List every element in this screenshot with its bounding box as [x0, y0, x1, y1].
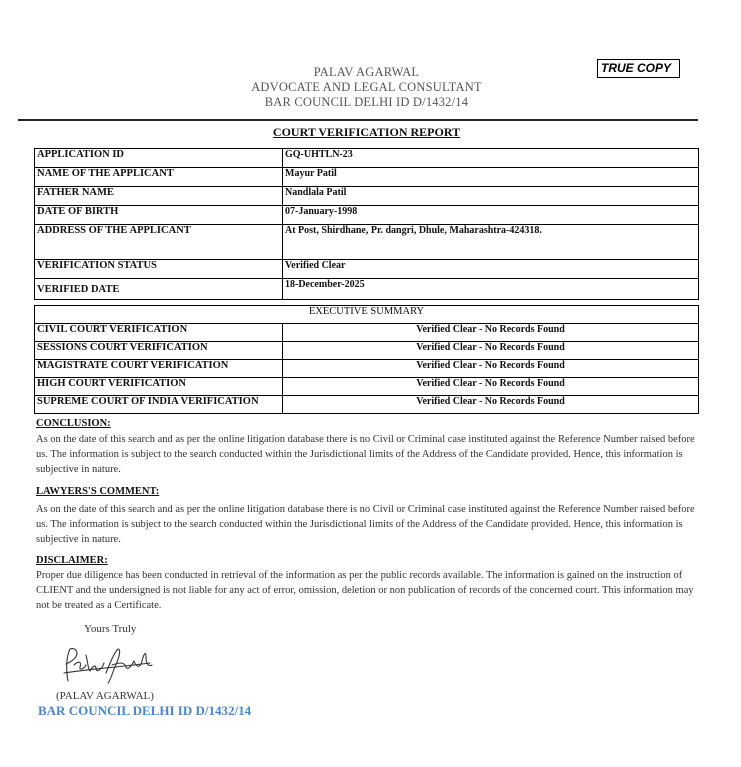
value-civil-court: Verified Clear - No Records Found — [283, 324, 699, 342]
value-date-of-birth: 07-January-1998 — [283, 206, 699, 225]
label-civil-court: CIVIL COURT VERIFICATION — [35, 324, 283, 342]
lawyers-comment-heading: LAWYERS'S COMMENT: — [36, 486, 160, 497]
table-row — [35, 306, 699, 324]
label-date-of-birth: DATE OF BIRTH — [35, 206, 283, 225]
bar-council-id: BAR COUNCIL DELHI ID D/1432/14 — [264, 95, 469, 109]
conclusion-text: As on the date of this search and as per the online litigation database there is no Civil or Criminal case instituted against the Reference Number raised before us. The information is subject to the search conducted within the Jurisdictional limits of the Address of the Candidate provided. Hence, this information is subjective in nature. — [36, 434, 695, 475]
disclaimer-text: Proper due diligence has been conducted in retrieval of the information as per the public records available. The information is gained on the instruction of CLIENT and the undersigned is not liable for any act of error, omission, deletion or non publication of records of the concerned court. This information may not be treated as a Certificate. — [36, 570, 694, 611]
table-row — [35, 396, 699, 414]
table-row — [35, 360, 699, 378]
disclaimer-heading: DISCLAIMER: — [36, 555, 108, 566]
table-row — [35, 260, 699, 279]
table-row — [35, 324, 699, 342]
executive-summary-table — [34, 305, 699, 414]
table-row — [35, 342, 699, 360]
label-sessions-court: SESSIONS COURT VERIFICATION — [35, 342, 283, 360]
advocate-name: PALAV AGARWAL — [313, 65, 420, 79]
value-applicant-name: Mayur Patil — [283, 168, 699, 187]
table-row — [35, 206, 699, 225]
applicant-details-table — [34, 148, 699, 300]
label-father-name: FATHER NAME — [35, 187, 283, 206]
value-magistrate-court: Verified Clear - No Records Found — [283, 360, 699, 378]
table-row — [35, 149, 699, 168]
table-row — [35, 378, 699, 396]
value-address: At Post, Shirdhane, Pr. dangri, Dhule, Maharashtra-424318. — [283, 225, 699, 260]
header-rule — [18, 119, 698, 121]
label-magistrate-court: MAGISTRATE COURT VERIFICATION — [35, 360, 283, 378]
true-copy-stamp: TRUE COPY — [597, 59, 680, 78]
value-verified-date: 18-December-2025 — [283, 279, 699, 300]
closing-text: Yours Truly — [84, 623, 137, 635]
value-sessions-court: Verified Clear - No Records Found — [283, 342, 699, 360]
label-supreme-court: SUPREME COURT OF INDIA VERIFICATION — [35, 396, 283, 414]
table-row — [35, 279, 699, 300]
lawyers-comment-text: As on the date of this search and as per the online litigation database there is no Civil or Criminal case instituted against the Reference Number raised before us. The information is subject to the search conducted within the Jurisdictional limits of the Address of the Candidate provided. Hence, this information is subjective in nature. — [36, 504, 695, 545]
table-row — [35, 187, 699, 206]
label-applicant-name: NAME OF THE APPLICANT — [35, 168, 283, 187]
value-application-id: GQ-UHTLN-23 — [283, 149, 699, 168]
table-row — [35, 225, 699, 260]
handwritten-signature — [60, 643, 156, 685]
executive-summary-title: EXECUTIVE SUMMARY — [35, 306, 699, 324]
label-verification-status: VERIFICATION STATUS — [35, 260, 283, 279]
label-verified-date: VERIFIED DATE — [35, 279, 283, 300]
value-father-name: Nandlala Patil — [283, 187, 699, 206]
label-high-court: HIGH COURT VERIFICATION — [35, 378, 283, 396]
value-high-court: Verified Clear - No Records Found — [283, 378, 699, 396]
signatory-name: (PALAV AGARWAL) — [56, 690, 154, 702]
label-address: ADDRESS OF THE APPLICANT — [35, 225, 283, 260]
report-title: COURT VERIFICATION REPORT — [272, 125, 461, 139]
value-verification-status: Verified Clear — [283, 260, 699, 279]
signatory-bar-council-id: BAR COUNCIL DELHI ID D/1432/14 — [38, 703, 252, 718]
label-application-id: APPLICATION ID — [35, 149, 283, 168]
advocate-title: ADVOCATE AND LEGAL CONSULTANT — [251, 80, 482, 94]
table-row — [35, 168, 699, 187]
value-supreme-court: Verified Clear - No Records Found — [283, 396, 699, 414]
conclusion-heading: CONCLUSION: — [36, 418, 111, 429]
